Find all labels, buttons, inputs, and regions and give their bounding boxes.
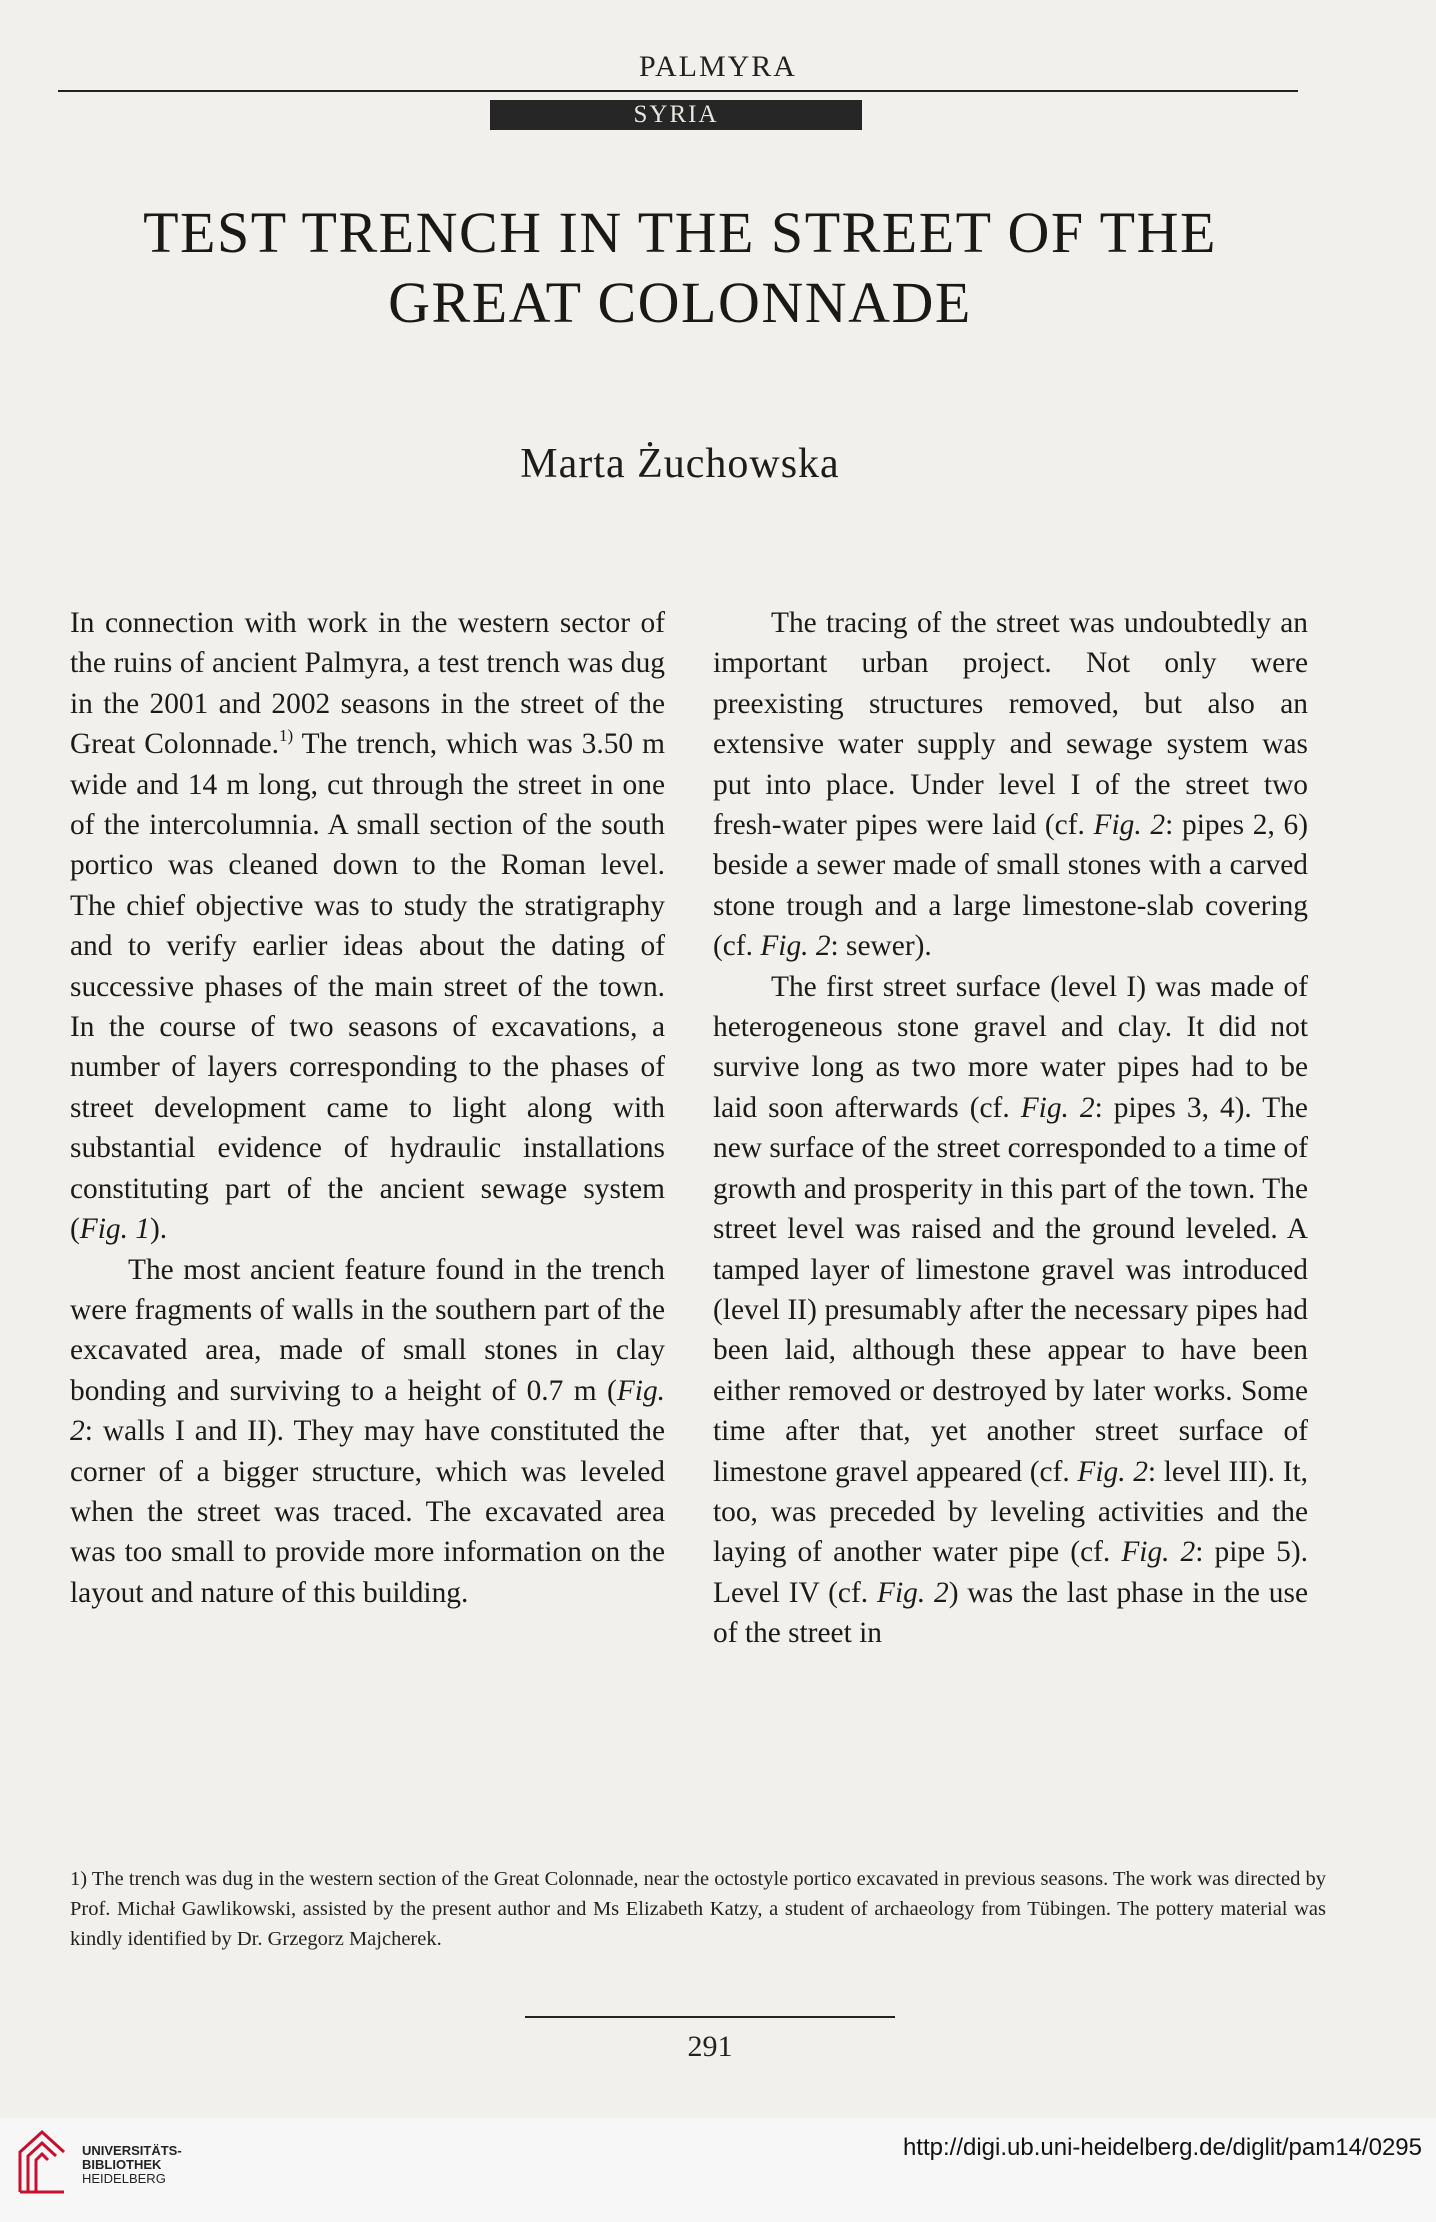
figure-ref: Fig. 1 [79,1213,151,1246]
left-paragraph-2 [70,1250,665,1614]
text-run: The tracing of the street was undoubtedly an important urban project. Not only were preexisting structures removed, but also an extensive water supply and sewage system was put into place. Under level I of the street two fresh-water pipes were laid (cf. [713,607,1308,842]
figure-ref: Fig. 2 [1077,1455,1148,1488]
figure-ref: Fig. 2 [877,1576,949,1609]
footnote-ref[interactable]: 1) [278,726,294,746]
library-name-line-1: UNIVERSITÄTS- [82,2143,182,2158]
right-paragraph-2 [713,967,1308,1654]
section-badge: SYRIA [490,100,862,130]
left-paragraph-1 [70,603,665,1250]
text-run: : walls I and II). They may have constituted the corner of a bigger structure, which was leveled when the street was traced. The excavated area was too small to provide more information on the layout and nature of this building. [70,1415,665,1609]
permalink-url[interactable]: http://digi.ub.uni-heidelberg.de/diglit/pam14/0295 [902,2134,1422,2161]
figure-ref: Fig. 2 [760,930,831,963]
text-run: : pipes 2, 6) beside a sewer made of small stones with a carved stone trough and a large limestone-slab covering (cf. [713,809,1308,963]
library-name-line-2: BIBLIOTHEK [82,2157,162,2172]
library-name [82,2144,182,2186]
page-number: 291 [687,2030,733,2063]
figure-ref: Fig. 2 [1020,1091,1095,1124]
text-run: : sewer). [830,930,932,963]
title-line-1: TEST TRENCH IN THE STREET OF THE [143,200,1217,265]
right-column [713,603,1308,1654]
text-run: In connection with work in the western sector of the ruins of ancient Palmyra, a test trench was dug in the 2001 and 2002 seasons in the street of the Great Colonnade. [70,607,665,761]
figure-ref: Fig. 2 [1093,809,1166,842]
header-rule [58,90,1298,92]
right-paragraph-1 [713,603,1308,967]
text-run: : pipes 3, 4). The new surface of the street corresponded to a time of growth and prosperity in this part of the town. The street level was raised and the ground leveled. A tamped layer of limestone gravel was introduced (level II) presumably after the necessary pipes had been laid, although these appear to have been either removed or destroyed by later works. Some time after that, yet another street surface of limestone gravel appeared (cf. [713,1091,1308,1488]
running-head: PALMYRA [639,50,797,83]
text-run: : level III). It, too, was preceded by leveling activities and the laying of another water pipe (cf. [713,1455,1308,1569]
text-run: : pipe 5). Level IV (cf. [713,1536,1308,1609]
footnote: 1) The trench was dug in the western section of the Great Colonnade, near the octostyle portico excavated in previous seasons. The work was directed by Prof. Michał Gawlikowski, assisted by the present author and Ms Elizabeth Katzy, a student of archaeology from Tübingen. The pottery material was kindly identified by Dr. Grzegorz Majcherek. [70,1868,1326,1950]
page-number-rule [525,2016,895,2018]
left-column [70,603,665,1613]
text-run: The most ancient feature found in the trench were fragments of walls in the southern part of the excavated area, made of small stones in clay bonding and surviving to a height of 0.7 m ( [70,1253,665,1407]
figure-ref: Fig. 2 [1121,1536,1196,1569]
ub-heidelberg-logo-icon[interactable] [14,2126,70,2198]
article-title [60,198,1300,338]
text-run: ) was the last phase in the use of the street in [713,1576,1308,1650]
text-run: The trench, which was 3.50 m wide and 14 m long, cut through the street in one of the intercolumnia. A small section of the south portico was cleaned down to the Roman level. The chief objective was to study the stratigraphy and to verify earlier ideas about the dating of successive phases of the main street of the town. In the course of two seasons of excavations, a number of layers corresponding to the phases of street development came to light along with substantial evidence of hydraulic installations constituting part of the ancient sewage system ( [70,728,665,1246]
figure-ref: Fig. 2 [70,1374,665,1448]
text-run: ). [150,1213,168,1246]
title-line-2: GREAT COLONNADE [388,270,972,335]
library-name-line-3: HEIDELBERG [82,2171,166,2186]
text-run: The first street surface (level I) was made of heterogeneous stone gravel and clay. It did not survive long as two more water pipes had to be laid soon afterwards (cf. [713,970,1308,1124]
author-name: Marta Żuchowska [520,441,840,487]
